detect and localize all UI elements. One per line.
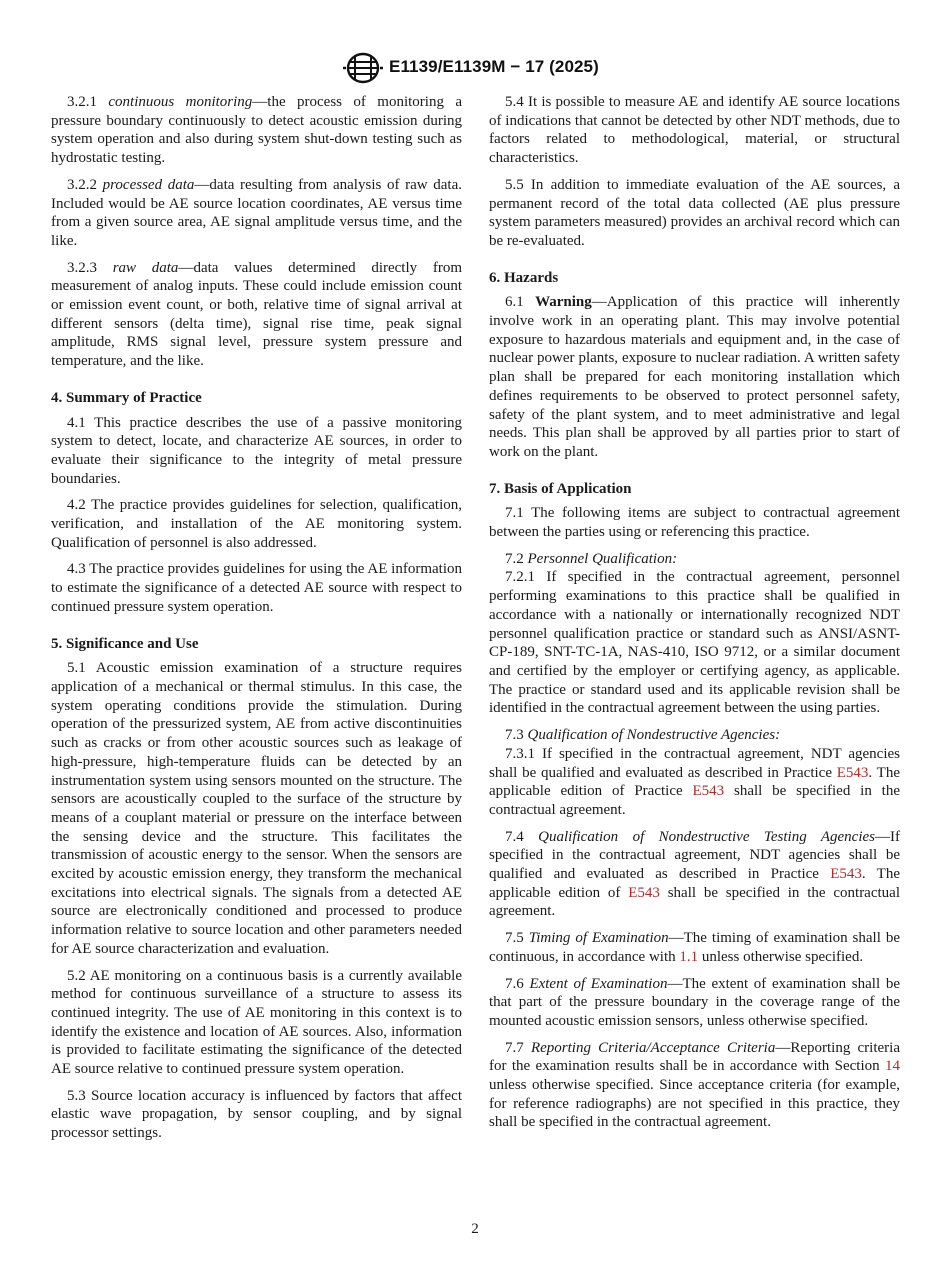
reference-link-e543[interactable]: E543 [836, 764, 869, 781]
reference-link-e543[interactable]: E543 [830, 866, 862, 883]
paragraph-5-4: 5.4 It is possible to measure AE and identify AE source locations of indications that cannot be detected by other NDT methods, due to factors related to methodological, material, or structural characteristics. [489, 94, 900, 167]
paragraph-7-3: 7.3 Qualification of Nondestructive Agencies: [505, 727, 781, 744]
paragraph-7-5: 7.5 Timing of Examination—The timing of examination shall be continuous, in accordance with 1.1 unless otherwise specified. [489, 930, 900, 965]
paragraph-7-7: 7.7 Reporting Criteria/Acceptance Criteria—Reporting criteria for the examination results shall be in accordance with Section 14 unless otherwise specified. Since acceptance criteria (for example, for reference radiographs) are not specified in this practice, they shall be specified in the contractual agreement. [489, 1039, 900, 1131]
standard-designation: E1139/E1139M − 17 (2025) [389, 57, 599, 76]
paragraph-4-2: 4.2 The practice provides guidelines for selection, qualification, verification, and installation of the AE monitoring system. Qualification of personnel is also addressed. [51, 497, 462, 551]
page-number: 2 [471, 1221, 479, 1237]
left-column [51, 93, 462, 1151]
paragraph-5-1: 5.1 Acoustic emission examination of a structure requires application of a mechanical or thermal stimulus. In this case, the system operating conditions provide the stimulation. During operation of the pressurized system, AE from active discontinuities such as cracks or from other acoustic sources such as leakage of high-pressure, high-temperature fluids can be detected by an instrumentation system using sensors mounted on the structure. The sensors are acoustically coupled to the surface of the structure by means of a couplant material or pressure on the interface between the sensing device and the structure. This facilitates the transmission of acoustic energy to the sensor. When the sensors are excited by acoustic emission energy, they transform the mechanical excitations into electrical signals. The signals from a detected AE source are electronically conditioned and processed to produce information relative to source location and other parameters needed for AE source characterization and evaluation. [51, 660, 462, 957]
paragraph-7-1: 7.1 The following items are subject to contractual agreement between the parties using or referencing this practice. [489, 505, 900, 541]
reference-link-section-14[interactable]: 14 [885, 1058, 900, 1075]
reference-link-e543[interactable]: E543 [692, 783, 725, 800]
paragraph-7-2-1: 7.2.1 If specified in the contractual agreement, personnel performing examinations to this practice shall be qualified in accordance with a nationally or internationally recognized NDT personnel qualification practice or standard such as ANSI/ASNT-CP-189, SNT-TC-1A, NAS-410, ISO 9712, or a similar document and certified by the employer or certifying agency, as applicable. The practice or standard used and its applicable revision shall be identified in the contractual agreement between the using parties. [489, 569, 900, 717]
paragraph-3-2-1: 3.2.1 continuous monitoring—the process of monitoring a pressure boundary continuously to detect acoustic emission during system operation and also during system shut-down testing such as hydrostatic testing. [51, 94, 462, 167]
paragraph-5-2: 5.2 AE monitoring on a continuous basis is a currently available method for continuous surveillance of a structure to assess its continued integrity. The use of AE monitoring in this context is to identify the existence and location of AE sources. Also, information is provided to facilitate estimating the significance of the detected AE source relative to continued pressure system operation. [51, 967, 462, 1078]
paragraph-7-2: 7.2 Personnel Qualification: [505, 550, 678, 567]
paragraph-5-5: 5.5 In addition to immediate evaluation of the AE sources, a permanent record of the total data collected (AE plus pressure system parameters measured) provides an archival record which can be re-evaluated. [489, 176, 900, 249]
paragraph-6-1: 6.1 Warning—Application of this practice will inherently involve work in an operating plant. This may involve potential exposure to hazardous materials and equipment and, in the case of nuclear power plants, exposure to nuclear radiation. A written safety plan shall be prepared for each monitoring installation which defines requirements to be observed to protect personnel safety, safety of the plant system, and to meet administrative and legal needs. This plan shall be approved by all parties prior to start of work on the plant. [489, 294, 900, 460]
paragraph-7-6: 7.6 Extent of Examination—The extent of examination shall be that part of the pressure boundary in the coverage range of the mounted acoustic emission sensors, unless otherwise specified. [489, 975, 900, 1029]
paragraph-7-4: 7.4 Qualification of Nondestructive Testing Agencies—If specified in the contractual agreement, NDT agencies shall be qualified and evaluated as described in Practice E543. The applicable edition of E543 shall be specified in the contractual agreement. [489, 828, 900, 920]
astm-logo-icon [343, 52, 383, 84]
paragraph-7-3-1: 7.3.1 If specified in the contractual agreement, NDT agencies shall be qualified and evaluated as described in Practice E543. The applicable edition of Practice E543 shall be specified in the contractual agreement. [489, 745, 901, 818]
reference-link-e543[interactable]: E543 [628, 884, 660, 901]
reference-link-section-1-1[interactable]: 1.1 [679, 948, 699, 965]
paragraph-3-2-2: 3.2.2 processed data—data resulting from analysis of raw data. Included would be AE source location coordinates, AE versus time from a given source area, AE signal amplitude versus time, and the like. [51, 176, 462, 249]
section-heading-5: 5. Significance and Use [51, 635, 199, 652]
section-heading-7: 7. Basis of Application [489, 480, 632, 497]
page-header [0, 52, 950, 86]
section-heading-6: 6. Hazards [489, 269, 559, 286]
right-column [489, 93, 900, 1140]
paragraph-4-3: 4.3 The practice provides guidelines for using the AE information to estimate the significance of a detected AE source with respect to continued pressure system operation. [51, 561, 462, 615]
paragraph-5-3: 5.3 Source location accuracy is influenced by factors that affect elastic wave propagation, by sensor coupling, and by signal processor settings. [51, 1087, 462, 1142]
paragraph-3-2-3: 3.2.3 raw data—data values determined directly from measurement of analog inputs. These could include emission count or emission event count, or both, relative time of signal arrival at different sensors (delta time), signal rise time, peak signal amplitude, RMS signal level, pressure system pressure and temperature, and the like. [51, 259, 463, 370]
section-heading-4: 4. Summary of Practice [51, 389, 202, 406]
paragraph-4-1: 4.1 This practice describes the use of a passive monitoring system to detect, locate, and characterize AE sources, in order to evaluate their significance to the integrity of metal pressure boundaries. [51, 414, 462, 487]
